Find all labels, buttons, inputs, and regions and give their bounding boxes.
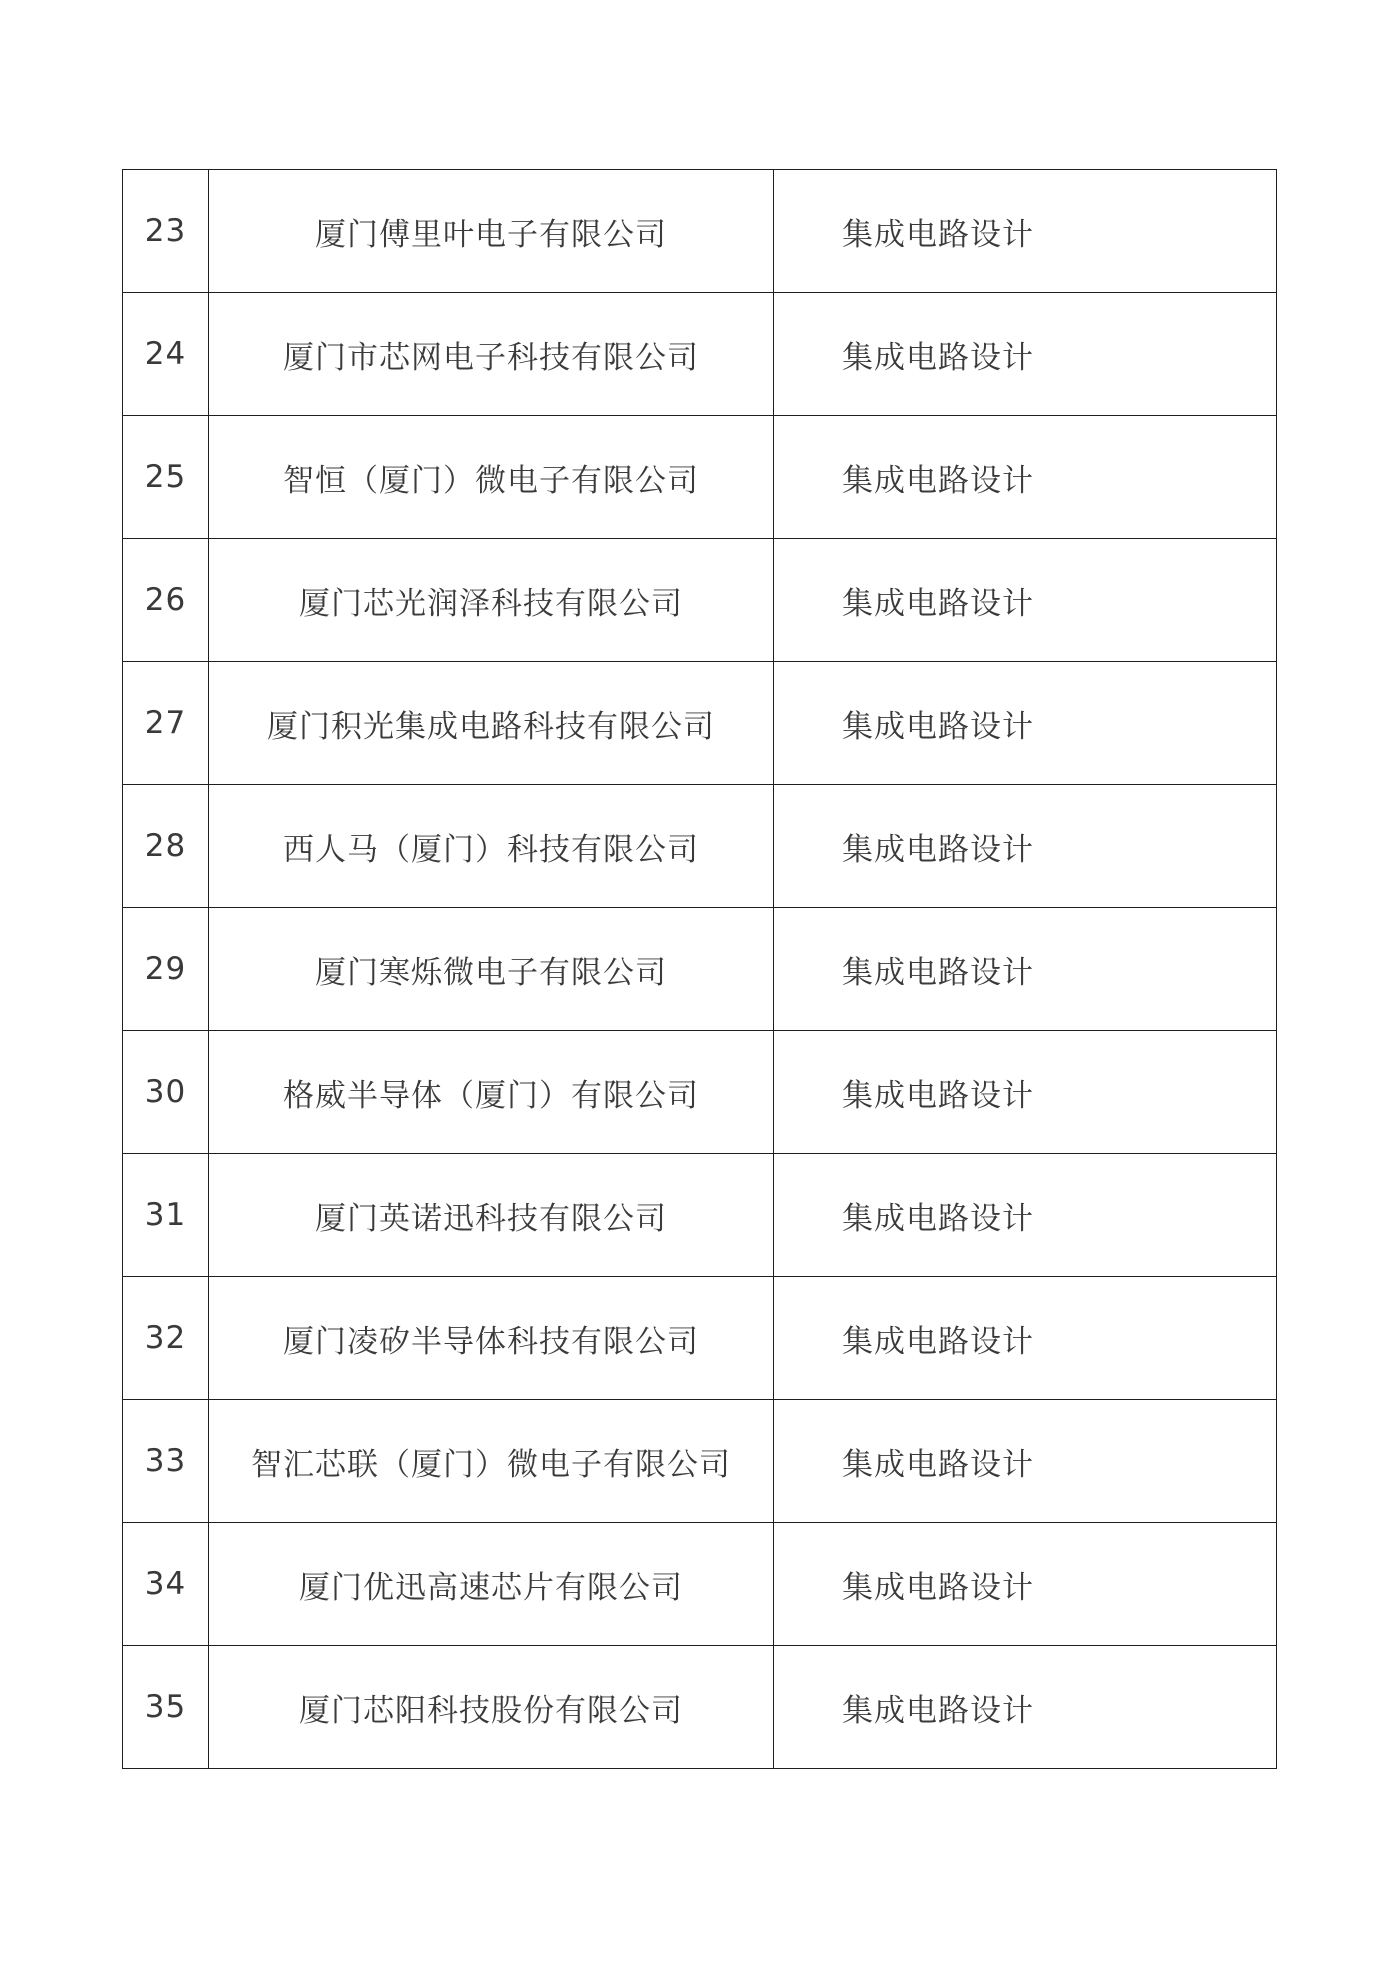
company-category: 集成电路设计 xyxy=(774,1523,1277,1646)
table-row xyxy=(123,1031,1277,1154)
row-number: 31 xyxy=(123,1154,209,1277)
company-name: 厦门市芯网电子科技有限公司 xyxy=(209,293,774,416)
company-category: 集成电路设计 xyxy=(774,539,1277,662)
row-number: 26 xyxy=(123,539,209,662)
table-row xyxy=(123,1400,1277,1523)
company-category: 集成电路设计 xyxy=(774,1277,1277,1400)
company-category: 集成电路设计 xyxy=(774,416,1277,539)
table-row xyxy=(123,1523,1277,1646)
row-number: 33 xyxy=(123,1400,209,1523)
row-number: 28 xyxy=(123,785,209,908)
company-name: 智恒（厦门）微电子有限公司 xyxy=(209,416,774,539)
table-row xyxy=(123,908,1277,1031)
company-category: 集成电路设计 xyxy=(774,662,1277,785)
company-name: 西人马（厦门）科技有限公司 xyxy=(209,785,774,908)
company-category: 集成电路设计 xyxy=(774,293,1277,416)
company-name: 厦门英诺迅科技有限公司 xyxy=(209,1154,774,1277)
company-name: 厦门傅里叶电子有限公司 xyxy=(209,170,774,293)
company-category: 集成电路设计 xyxy=(774,1031,1277,1154)
table-row xyxy=(123,170,1277,293)
row-number: 24 xyxy=(123,293,209,416)
row-number: 25 xyxy=(123,416,209,539)
company-name: 厦门积光集成电路科技有限公司 xyxy=(209,662,774,785)
company-name: 厦门芯阳科技股份有限公司 xyxy=(209,1646,774,1769)
company-category: 集成电路设计 xyxy=(774,1154,1277,1277)
company-category: 集成电路设计 xyxy=(774,170,1277,293)
company-table xyxy=(122,169,1277,1769)
row-number: 30 xyxy=(123,1031,209,1154)
company-table-body xyxy=(123,170,1277,1769)
company-name: 厦门寒烁微电子有限公司 xyxy=(209,908,774,1031)
company-name: 厦门凌矽半导体科技有限公司 xyxy=(209,1277,774,1400)
company-category: 集成电路设计 xyxy=(774,1400,1277,1523)
table-row xyxy=(123,293,1277,416)
row-number: 29 xyxy=(123,908,209,1031)
company-name: 智汇芯联（厦门）微电子有限公司 xyxy=(209,1400,774,1523)
company-name: 厦门优迅高速芯片有限公司 xyxy=(209,1523,774,1646)
table-row xyxy=(123,662,1277,785)
row-number: 23 xyxy=(123,170,209,293)
company-name: 厦门芯光润泽科技有限公司 xyxy=(209,539,774,662)
table-row xyxy=(123,1277,1277,1400)
table-row xyxy=(123,416,1277,539)
row-number: 32 xyxy=(123,1277,209,1400)
company-category: 集成电路设计 xyxy=(774,785,1277,908)
company-name: 格威半导体（厦门）有限公司 xyxy=(209,1031,774,1154)
row-number: 35 xyxy=(123,1646,209,1769)
table-row xyxy=(123,1154,1277,1277)
row-number: 34 xyxy=(123,1523,209,1646)
table-row xyxy=(123,785,1277,908)
company-category: 集成电路设计 xyxy=(774,908,1277,1031)
table-row xyxy=(123,539,1277,662)
company-category: 集成电路设计 xyxy=(774,1646,1277,1769)
row-number: 27 xyxy=(123,662,209,785)
table-row xyxy=(123,1646,1277,1769)
